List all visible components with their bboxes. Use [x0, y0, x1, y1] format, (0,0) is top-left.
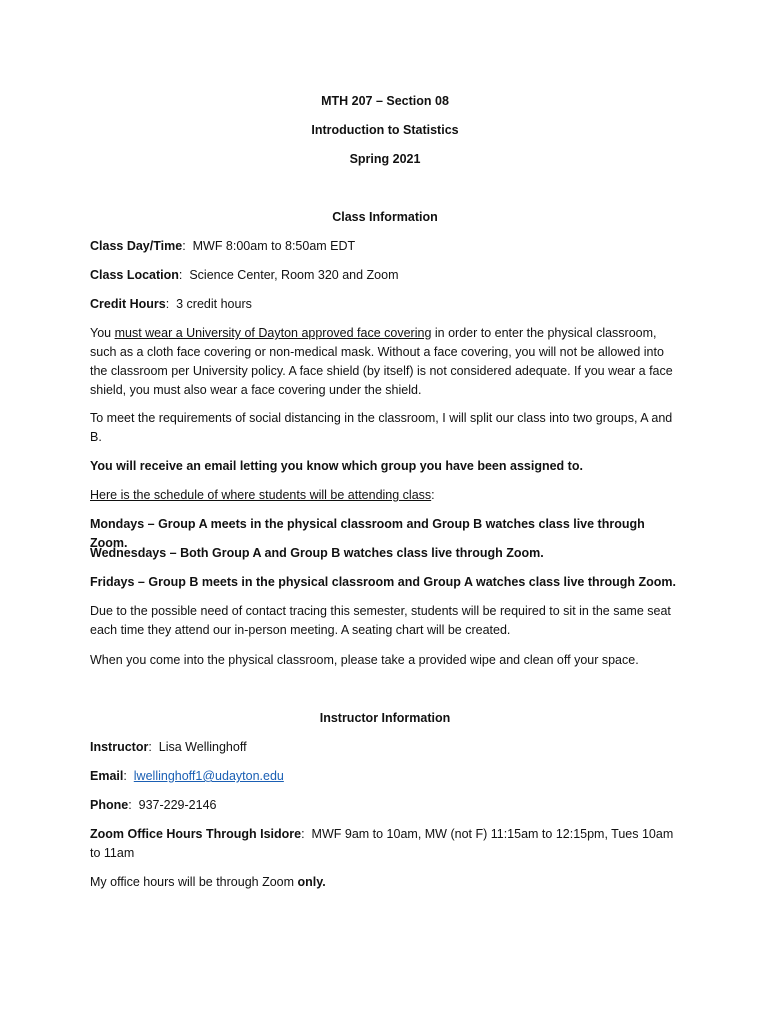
mask-policy-rest: in order to enter the physical classroom, such as a cloth face covering or non-medical mask. Without a face covering, you will not be allowed into the classroom per University policy. A face shield (by itself) is not considered adequate. If you wear a face shield, you must also wear a face covering under the shield. — [90, 326, 673, 397]
mask-policy-underlined: must wear a University of Dayton approved face covering — [114, 326, 432, 340]
credit-hours-label: Credit Hours — [90, 297, 166, 311]
schedule-intro-text: Here is the schedule of where students will be attending class — [90, 488, 432, 502]
class-info-heading: Class Information — [332, 210, 438, 224]
course-title: Introduction to Statistics — [311, 123, 459, 137]
class-location: Class Location: Science Center, Room 320 and Zoom — [90, 268, 399, 282]
credit-hours: Credit Hours: 3 credit hours — [90, 297, 252, 311]
schedule-intro-colon: : — [431, 488, 435, 502]
instructor-info-heading: Instructor Information — [319, 711, 451, 725]
class-day-time-value: MWF 8:00am to 8:50am EDT — [192, 239, 356, 253]
office-hours-label: Zoom Office Hours Through Isidore — [90, 827, 302, 841]
instructor-label: Instructor — [90, 740, 149, 754]
zoom-note-bold: only. — [297, 875, 326, 889]
course-term: Spring 2021 — [349, 152, 421, 166]
email: Email: lwellinghoff1@udayton.edu — [90, 769, 284, 783]
schedule-friday: Fridays – Group B meets in the physical classroom and Group A watches class live through Zoom. — [90, 575, 677, 589]
distancing-paragraph: To meet the requirements of social distancing in the classroom, I will split our class into two groups, A and B. — [90, 411, 673, 444]
mask-policy-paragraph — [90, 324, 680, 400]
office-hours-value: MWF 9am to 10am, MW (not F) 11:15am to 12:15pm, Tues 10am to 11am — [90, 827, 674, 860]
phone-value: 937-229-2146 — [138, 798, 217, 812]
instructor: Instructor: Lisa Wellinghoff — [90, 740, 247, 754]
credit-hours-value: 3 credit hours — [176, 297, 252, 311]
instructor-name: Lisa Wellinghoff — [158, 740, 247, 754]
course-code: MTH 207 – Section 08 — [321, 94, 449, 108]
phone-label: Phone — [90, 798, 129, 812]
class-day-time-label: Class Day/Time — [90, 239, 183, 253]
schedule-intro — [90, 486, 680, 505]
contact-tracing-paragraph: Due to the possible need of contact tracing this semester, students will be required to sit in the same seat each time they attend our in-person meeting. A seating chart will be created. — [90, 604, 671, 637]
email-link[interactable]: lwellinghoff1@udayton.edu — [133, 769, 284, 783]
zoom-note — [90, 873, 680, 892]
class-location-value: Science Center, Room 320 and Zoom — [189, 268, 399, 282]
schedule-monday: Mondays – Group A meets in the physical classroom and Group B watches class live through Zoom. — [90, 517, 645, 550]
class-day-time: Class Day/Time: MWF 8:00am to 8:50am EDT — [90, 239, 356, 253]
schedule-wednesday: Wednesdays – Both Group A and Group B watches class live through Zoom. — [90, 546, 544, 560]
wipe-paragraph: When you come into the physical classroom, please take a provided wipe and clean off your space. — [90, 653, 639, 667]
class-location-label: Class Location — [90, 268, 179, 282]
document-page — [90, 0, 680, 1024]
phone: Phone: 937-229-2146 — [90, 798, 217, 812]
email-notice: You will receive an email letting you know which group you have been assigned to. — [90, 459, 583, 473]
office-hours: Zoom Office Hours Through Isidore: MWF 9am to 10am, MW (not F) 11:15am to 12:15pm, Tues 10am to 11am — [90, 827, 674, 860]
zoom-note-text: My office hours will be through Zoom — [90, 875, 298, 889]
mask-policy-start: You — [90, 326, 115, 340]
email-label: Email — [90, 769, 124, 783]
